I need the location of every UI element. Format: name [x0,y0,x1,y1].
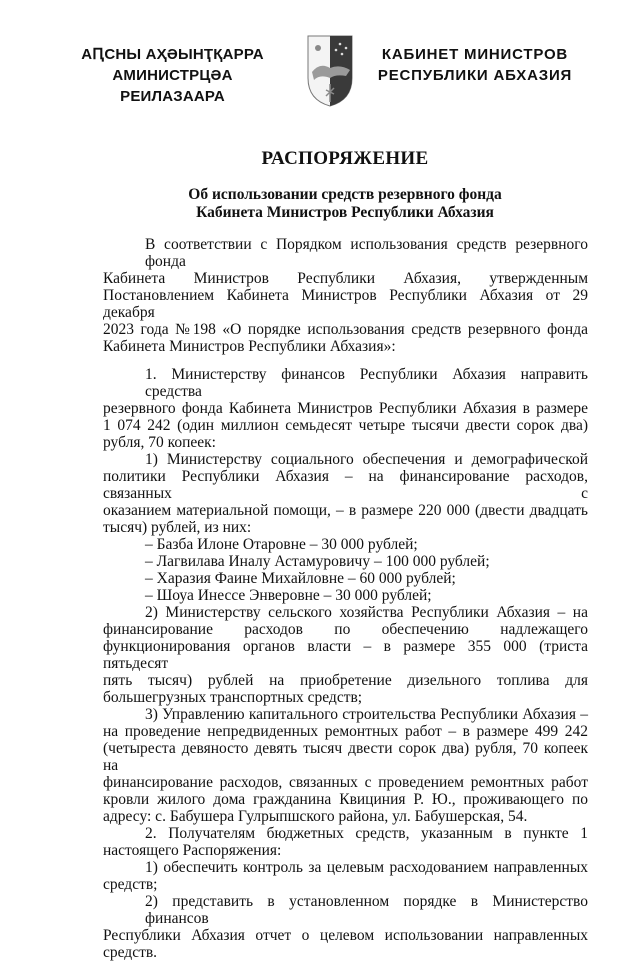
text-line: Постановлением Кабинета Министров Республики Абхазия от 29 декабря [103,287,588,321]
text-line: средств; [103,876,158,893]
text-line: Кабинета Министров Республики Абхазия»: [103,338,396,355]
coat-of-arms-emblem [306,34,354,108]
list-item: – Харазия Фаине Михайловне – 60 000 рублей; [145,570,456,587]
text-line: 1. Министерству финансов Республики Абхазия направить средства [145,366,588,400]
header-left-line-2: АМИНИСТРЦӘА РЕИЛАЗААРА [112,67,233,105]
text-line: 2) представить в установленном порядке в Министерство финансов [145,893,588,927]
header-right-line-2: РЕСПУБЛИКИ АБХАЗИЯ [377,67,573,84]
text-line: финансирование расходов по обеспечению надлежащего [103,621,588,638]
text-line: функционирования органов власти – в размере 355 000 (триста пятьдесят [103,638,588,672]
paragraph [103,604,588,706]
paragraph [103,451,588,536]
text-line: В соответствии с Порядком использования средств резервного фонда [145,236,588,270]
text-line: Кабинета Министров Республики Абхазия, утвержденным [103,270,588,287]
paragraph [103,825,588,859]
text-line: финансирование расходов, связанных с проведением ремонтных работ [103,774,588,791]
header-left-line-1: АԤСНЫ АҲӘЫНҬҚАРРА [81,46,264,63]
recipient-list [103,536,588,604]
paragraph [103,236,588,355]
document-subtitle [0,186,640,222]
paragraph [103,893,588,961]
paragraph [103,366,588,451]
text-line: политики Республики Абхазия – на финансирование расходов, связанных с [103,468,588,502]
text-line: 1) обеспечить контроль за целевым расходованием направленных [145,859,588,876]
text-line: на проведение непредвиденных ремонтных работ – в размере 499 242 [103,723,588,740]
text-line: пять тысяч) рублей на приобретение дизельного топлива для [103,672,588,689]
list-item: – Шоуа Инессе Энверовне – 30 000 рублей; [145,587,432,604]
text-line: тысяч) рублей, из них: [103,519,252,536]
text-line: рубля, 70 копеек: [103,434,216,451]
text-line: 1) Министерству социального обеспечения и демографической [145,451,588,468]
text-line: Республики Абхазия отчет о целевом использовании направленных [103,927,588,944]
text-line: (четыреста девяносто девять тысяч двести сорок два) рубля, 70 копеек на [103,740,588,774]
document-title: РАСПОРЯЖЕНИЕ [261,148,429,169]
text-line: оказанием материальной помощи, – в размере 220 000 (двести двадцать [103,502,588,519]
text-line: 1 074 242 (один миллион семьдесят четыре тысячи двести сорок два) [103,417,588,434]
text-line: 2023 года №198 «О порядке использования средств резервного фонда [103,321,588,338]
subtitle-line: Кабинета Министров Республики Абхазия [196,204,494,221]
list-item: – Базба Илоне Отаровне – 30 000 рублей; [145,536,418,553]
text-line: адресу: с. Бабушера Гулрыпшского района, ул. Бабушерская, 54. [103,808,528,825]
text-line: 2) Министерству сельского хозяйства Республики Абхазия – на [145,604,588,621]
text-line: 3) Управлению капитального строительства Республики Абхазия – [145,706,588,723]
text-line: 2. Получателям бюджетных средств, указанным в пункте 1 [145,825,588,842]
paragraph [103,706,588,825]
paragraph [103,859,588,893]
subtitle-line: Об использовании средств резервного фонда [188,186,502,203]
text-line: настоящего Распоряжения: [103,842,282,859]
text-line: средств. [103,944,158,961]
header-abkhaz-title [60,44,285,107]
list-item: – Лагвилава Иналу Астамуровичу – 100 000 рублей; [145,553,490,570]
header-right-line-1: КАБИНЕТ МИНИСТРОВ [381,46,569,63]
document-body [103,236,588,961]
text-line: большегрузных транспортных средств; [103,689,363,706]
text-line: кровли жилого дома гражданина Квициния Р. Ю., проживающего по [103,791,588,808]
header-russian-title [370,44,580,86]
text-line: резервного фонда Кабинета Министров Республики Абхазия в размере [103,400,588,417]
